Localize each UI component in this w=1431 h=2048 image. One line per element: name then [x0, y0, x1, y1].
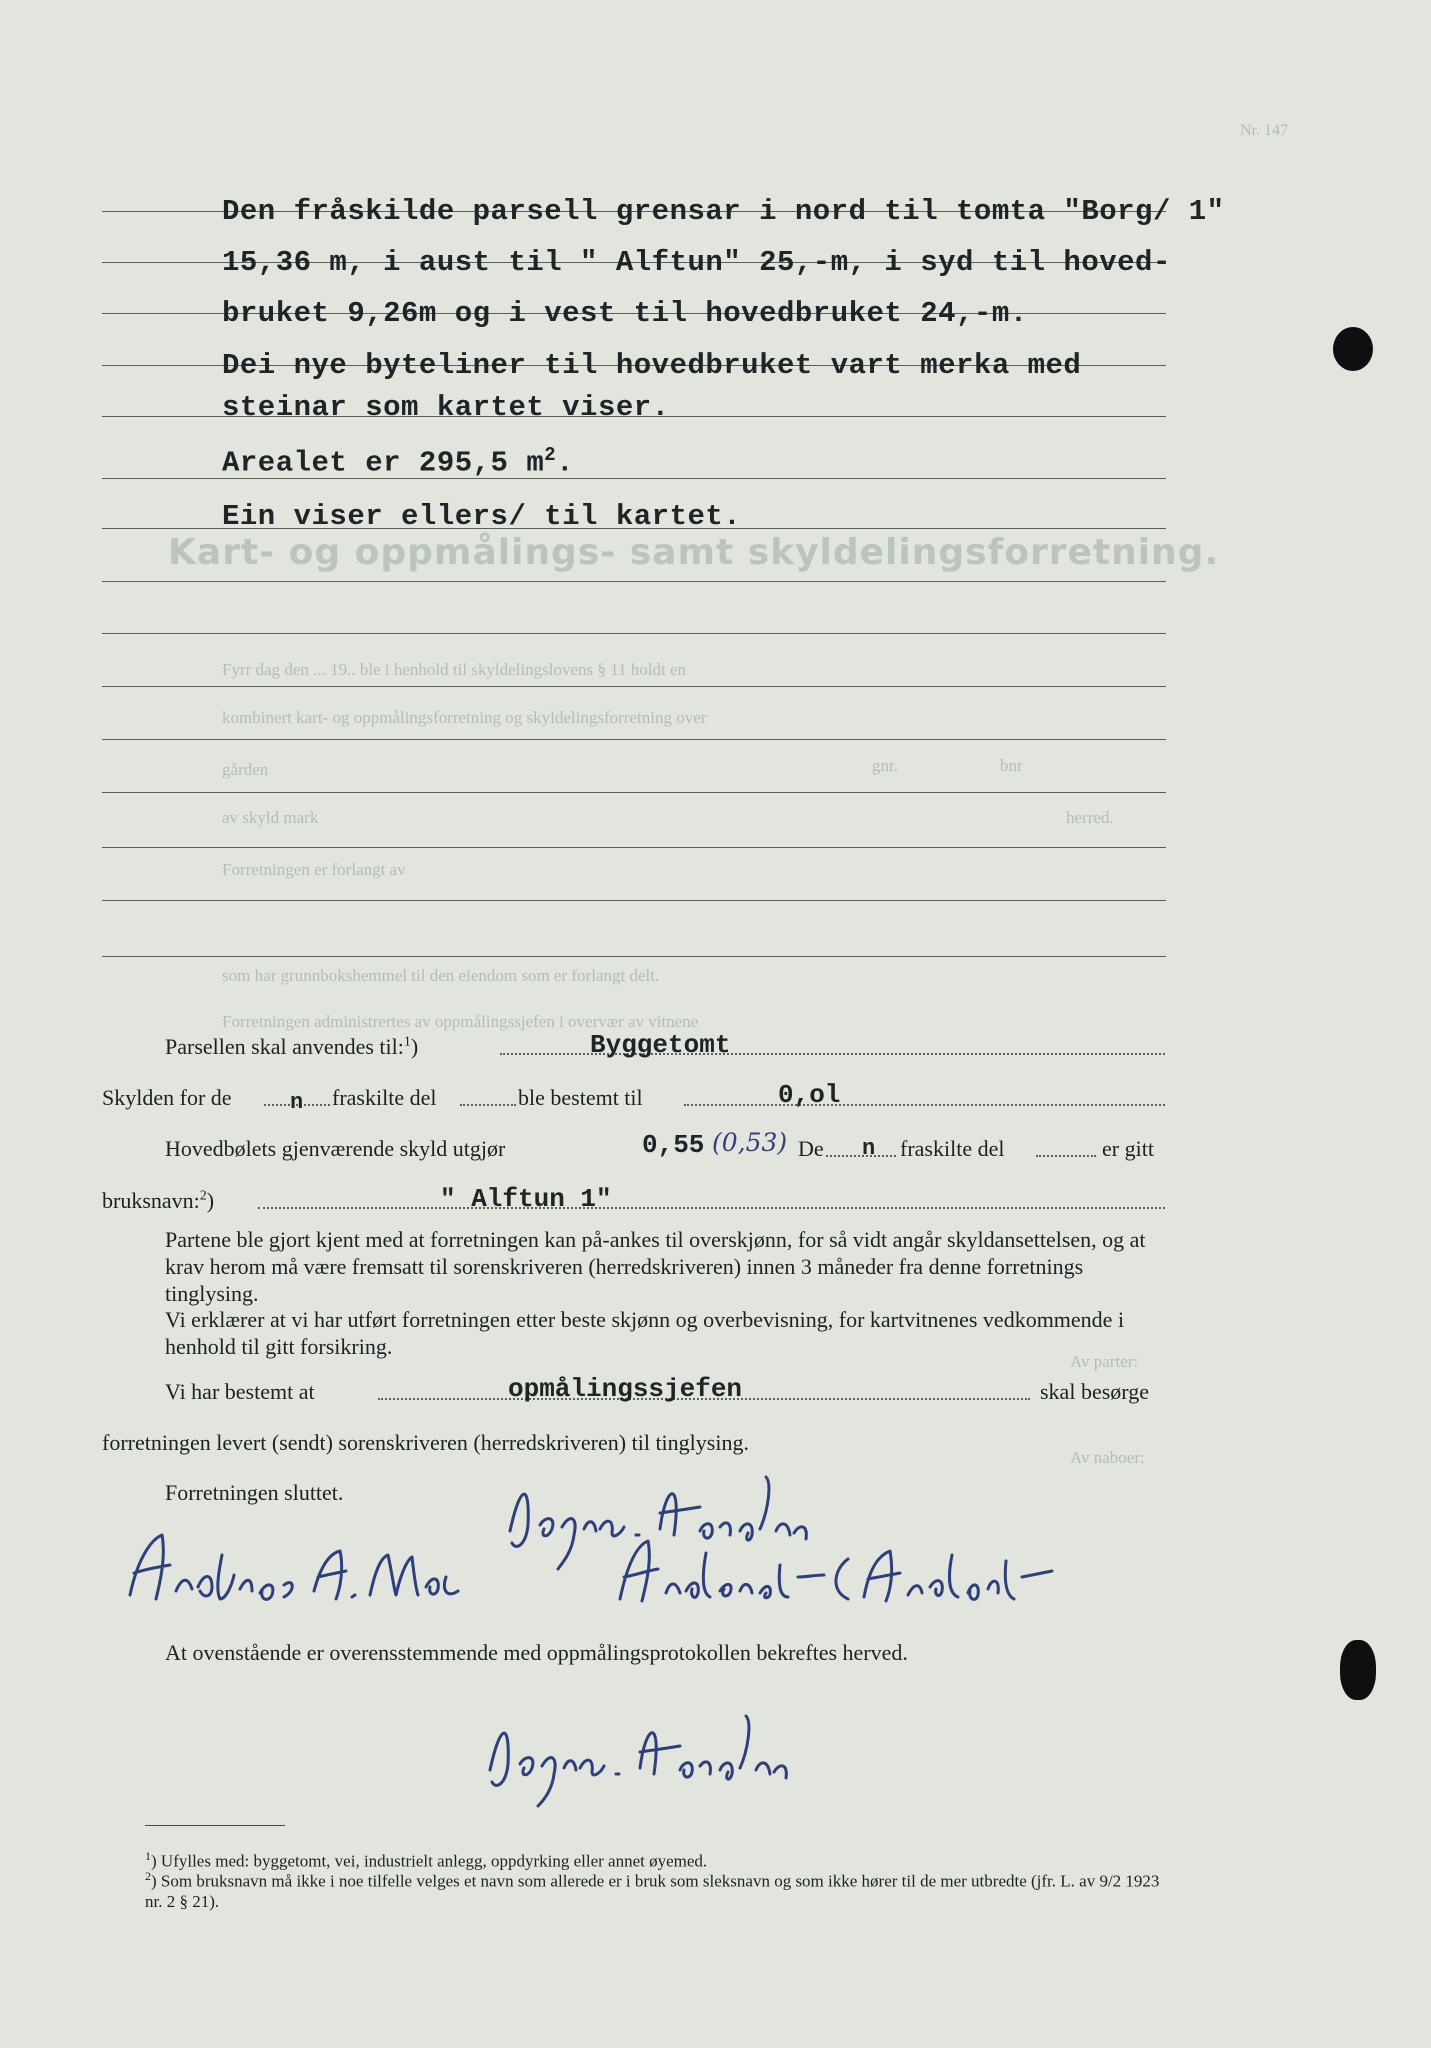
levert-line: forretningen levert (sendt) sorenskriveren (herredskriveren) til tinglysing. — [102, 1430, 749, 1455]
background-form-line: kombinert kart- og oppmålingsforretning og skyldelingsforretning over — [222, 708, 707, 727]
bestemt-value: opmålingssjefen — [508, 1374, 743, 1404]
background-form-administrert: Forretningen administrertes av oppmålingssjefen i overvær av vitnene — [222, 1012, 699, 1031]
dotted-fill-line — [826, 1155, 896, 1157]
ruled-line — [102, 686, 1166, 687]
ruled-line — [102, 792, 1166, 793]
typed-line-4: Dei nye byteliner til hovedbruket vart merka med — [222, 349, 1082, 382]
besorge-label: skal besørge — [1040, 1379, 1149, 1404]
ink-blot — [1333, 327, 1373, 371]
background-form-parter: Av parter: — [1070, 1352, 1139, 1371]
background-form-forlangt: Forretningen er forlangt av — [222, 860, 406, 879]
skylden-fraskilte: fraskilte del — [332, 1085, 437, 1110]
bruksnavn-label: bruksnavn:$^2$) — [102, 1188, 215, 1213]
hoved-value: 0,55 — [642, 1130, 705, 1160]
ruled-line — [102, 900, 1166, 901]
ink-blot — [1340, 1640, 1376, 1700]
ruled-line — [102, 633, 1166, 634]
confirmation-line: At ovenstående er overensstemmende med oppmålingsprotokollen bekreftes herved. — [165, 1640, 908, 1665]
bestemt-label: Vi har bestemt at — [165, 1379, 315, 1404]
background-form-herred: herred. — [1066, 808, 1114, 827]
parsellen-label: Parsellen skal anvendes til:$^1$) — [165, 1034, 419, 1059]
ruled-line — [102, 847, 1166, 848]
ruled-line — [102, 739, 1166, 740]
page-number-stamp: Nr. 147 — [1240, 122, 1288, 139]
hoved-correction: (0,53) — [712, 1128, 788, 1157]
hoved-fraskilte: fraskilte del — [900, 1136, 1005, 1161]
background-form-line: Fyrr dag den ... 19.. ble i henhold til skyldelingslovens § 11 holdt en — [222, 660, 686, 679]
typed-line-5: steinar som kartet viser. — [222, 391, 670, 424]
typed-line-3: bruket 9,26m og i vest til hovedbruket 24,-m. — [222, 297, 1028, 330]
appeal-paragraph: Partene ble gjort kjent med at forretningen kan på-ankes til overskjønn, for så vidt angår skyldansettelsen, og at krav herom må være fremsatt til sorenskriveren (herredskriveren) innen 3 måneder fra denne forretnings tinglysing. — [165, 1227, 1146, 1306]
parsellen-value: Byggetomt — [590, 1030, 731, 1060]
background-form-naboer: Av naboer: — [1070, 1448, 1145, 1467]
typed-line-6: Arealet er 295,5 $m^2$. — [222, 444, 575, 480]
background-form-title: Kart- og oppmålings- samt skyldelingsforretning. — [168, 532, 1220, 573]
ruled-line — [102, 956, 1166, 957]
skylden-value: 0,ol — [778, 1080, 841, 1110]
background-form-skyld: av skyld mark — [222, 808, 319, 827]
signatures — [100, 1465, 1160, 1625]
background-form-bnr: bnr — [1000, 756, 1023, 775]
hoved-insert: n — [862, 1136, 876, 1161]
footnote-2: $^2$) Som bruksnavn må ikke i noe tilfelle velges et navn som allerede er i bruk som sleksnavn og som ikke hører til de mer utbredte (jfr. L. av 9/2 1923 nr. 2 § 21). — [145, 1869, 1160, 1911]
confirmation-signature — [470, 1700, 830, 1810]
footnote-1: $^1$) Ufylles med: byggetomt, vei, industrielt anlegg, oppdyrking eller annet øyemed. — [145, 1849, 708, 1871]
hoved-er-gitt: er gitt — [1102, 1136, 1154, 1161]
background-form-garden: gården — [222, 760, 269, 779]
dotted-fill-line — [1036, 1155, 1096, 1157]
typed-line-2: 15,36 m, i aust til " Alftun" 25,-m, i syd til hoved- — [222, 246, 1171, 279]
background-form-grunnbok: som har grunnbokshemmel til den eiendom som er forlangt delt. — [222, 966, 660, 985]
hoved-de: De — [798, 1136, 824, 1161]
skylden-label: Skylden for de — [102, 1085, 232, 1110]
declaration-paragraph: Vi erklærer at vi har utført forretningen etter beste skjønn og overbevisning, for kartvitnenes vedkommende i henhold til gitt forsikring. — [165, 1307, 1125, 1359]
dotted-fill-line — [684, 1104, 1165, 1106]
skylden-insert: n — [290, 1090, 304, 1115]
skylden-bestemt: ble bestemt til — [518, 1085, 643, 1110]
bruksnavn-value: " Alftun 1" — [440, 1184, 612, 1214]
hoved-label: Hovedbølets gjenværende skyld utgjør — [165, 1136, 506, 1161]
dotted-fill-line — [258, 1207, 1165, 1209]
typed-line-1: Den fråskilde parsell grensar i nord til tomta "Borg/ 1" — [222, 195, 1225, 228]
typed-line-7: Ein viser ellers/ til kartet. — [222, 500, 742, 533]
background-form-gnr: gnr. — [872, 756, 898, 775]
ruled-line — [102, 581, 1166, 582]
dotted-fill-line — [460, 1104, 516, 1106]
sluttet-line: Forretningen sluttet. — [165, 1480, 344, 1505]
footnote-rule — [145, 1825, 285, 1826]
